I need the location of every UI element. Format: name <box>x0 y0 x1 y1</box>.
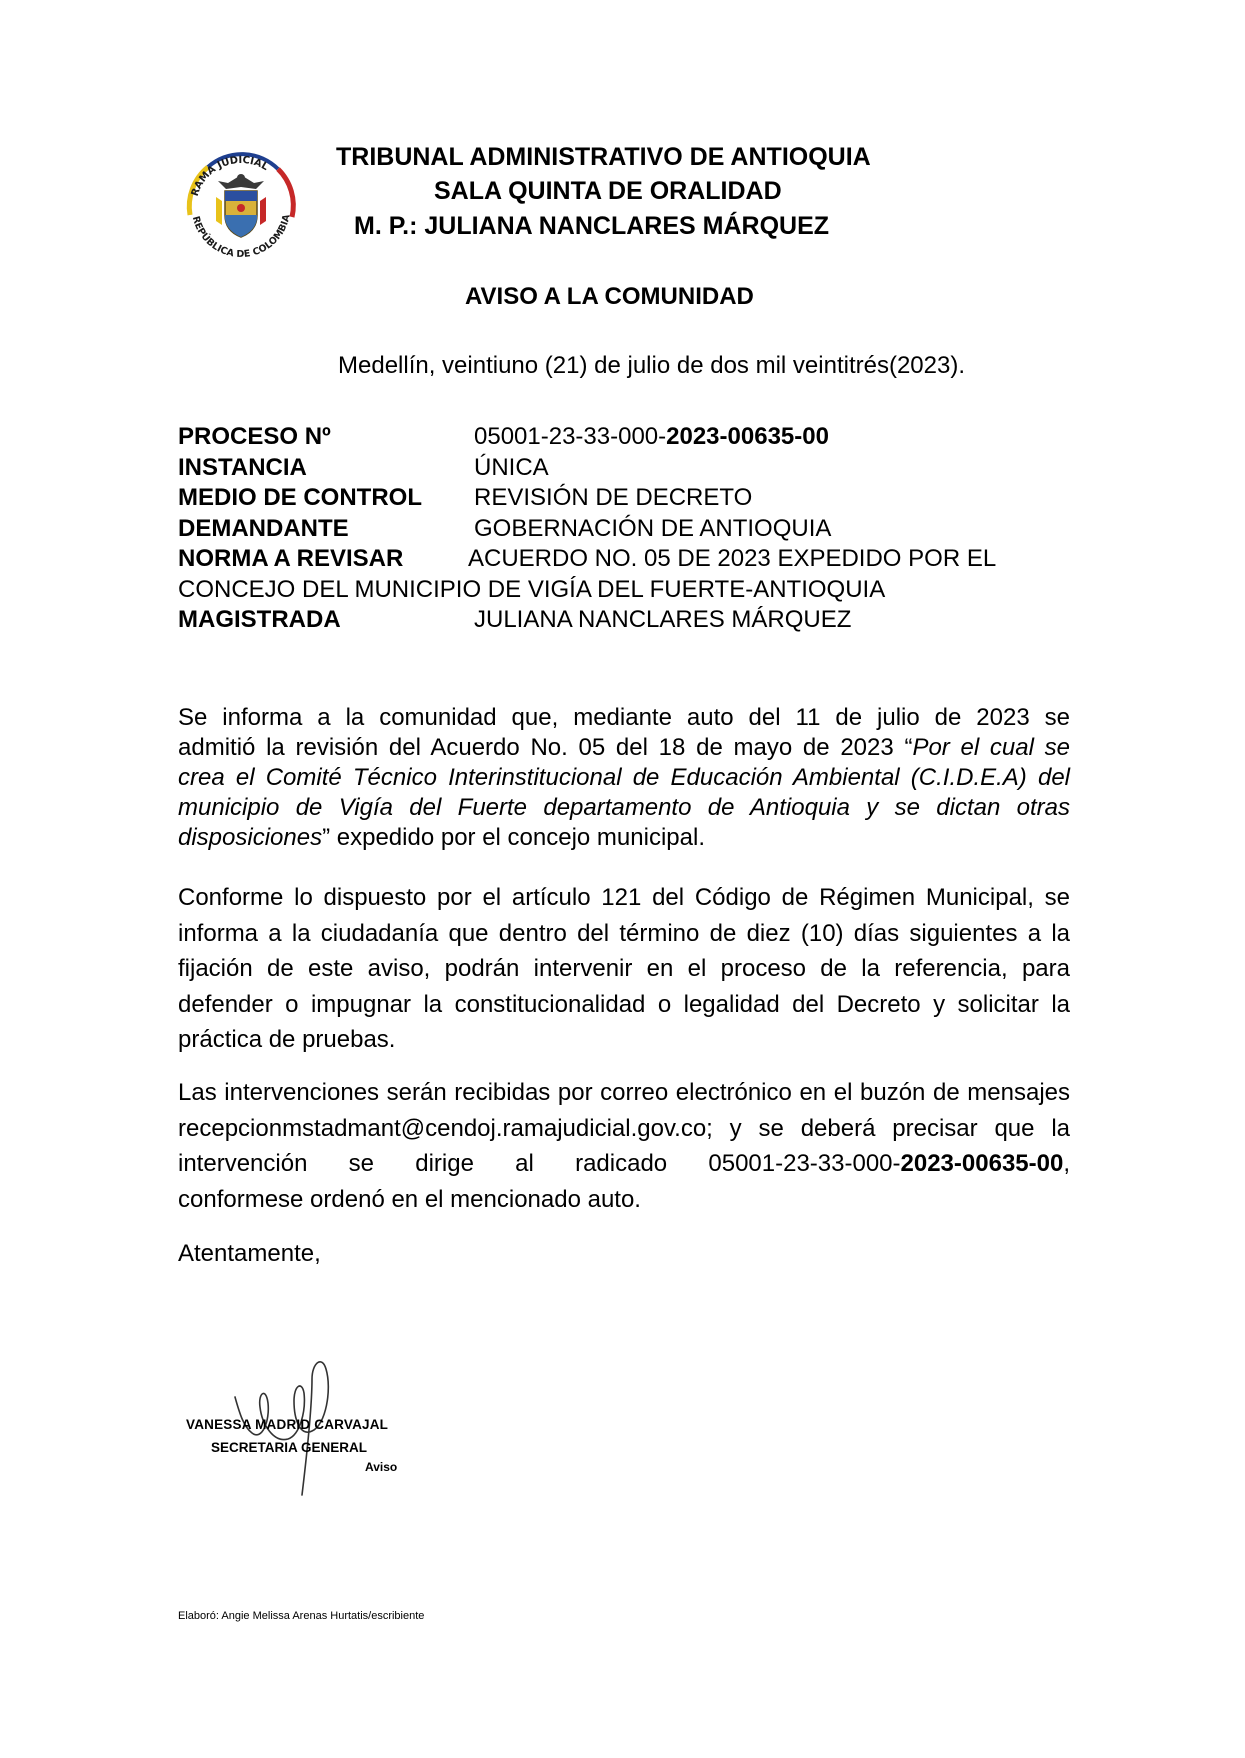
date-line: Medellín, veintiuno (21) de julio de dos mil veintitrés(2023). <box>338 352 965 379</box>
signatory-name: VANESSA MADRID CARVAJAL <box>186 1417 389 1432</box>
paragraph-line: informa a la ciudadanía que dentro del término de diez (10) días siguientes a la <box>178 919 1070 947</box>
case-row-norma <box>178 544 997 575</box>
notice-title: AVISO A LA COMUNIDAD <box>465 283 754 310</box>
email-line: recepcionmstadmant@cendoj.ramajudicial.gov.co; y se deberá precisar que la <box>178 1114 1070 1142</box>
paragraph-line: práctica de pruebas. <box>178 1026 396 1053</box>
case-row-medio <box>178 483 885 514</box>
paragraph-line: intervención se dirige al radicado 05001-23-33-000-2023-00635-00, <box>178 1150 1070 1177</box>
paragraph-intervention-term <box>178 880 1070 1058</box>
paragraph-admission <box>178 704 1070 854</box>
case-value: JULIANA NANCLARES MÁRQUEZ <box>474 606 852 633</box>
case-label: PROCESO Nº <box>178 423 331 450</box>
case-value: 05001-23-33-000-2023-00635-00 <box>474 423 829 450</box>
case-value: GOBERNACIÓN DE ANTIOQUIA <box>474 514 832 542</box>
paragraph-line: fijación de este aviso, podrán intervenir en el proceso de la referencia, para <box>178 955 1070 982</box>
case-row-instancia <box>178 453 885 484</box>
case-number-bold: 2023-00635-00 <box>900 1150 1064 1177</box>
case-value-continuation: CONCEJO DEL MUNICIPIO DE VIGÍA DEL FUERTE-ANTIOQUIA <box>178 575 886 603</box>
signature-note: Aviso <box>365 1460 398 1474</box>
closing: Atentamente, <box>178 1240 321 1267</box>
signatory-role: SECRETARIA GENERAL <box>211 1440 368 1455</box>
case-info <box>178 422 997 636</box>
case-label: INSTANCIA <box>178 453 307 481</box>
paragraph-line: Las intervenciones serán recibidas por correo electrónico en el buzón de mensajes <box>178 1079 1070 1106</box>
prepared-by-footer: Elaboró: Angie Melissa Arenas Hurtatis/escribiente <box>178 1610 425 1622</box>
paragraph-line: crea el Comité Técnico Interinstitucional de Educación Ambiental (C.I.D.E.A) del <box>178 764 1070 791</box>
case-row-magistrada <box>178 605 885 636</box>
court-room: SALA QUINTA DE ORALIDAD <box>434 177 782 205</box>
paragraph-line: defender o impugnar la constitucionalidad o legalidad del Decreto y solicitar la <box>178 990 1070 1018</box>
paragraph-line: disposiciones” expedido por el concejo municipal. <box>178 824 705 851</box>
seal-text-top: RAMA JUDICIAL <box>189 154 270 198</box>
case-label: NORMA A REVISAR <box>178 545 404 572</box>
case-value: ACUERDO NO. 05 DE 2023 EXPEDIDO POR EL <box>468 545 997 572</box>
case-label: DEMANDANTE <box>178 514 349 542</box>
rama-judicial-seal-icon <box>178 145 304 271</box>
case-row-demandante <box>178 514 885 545</box>
paragraph-line: Conforme lo dispuesto por el artículo 121 del Código de Régimen Municipal, se <box>178 884 1070 911</box>
case-value: REVISIÓN DE DECRETO <box>474 484 753 511</box>
presiding-magistrate: M. P.: JULIANA NANCLARES MÁRQUEZ <box>354 212 830 240</box>
case-label: MEDIO DE CONTROL <box>178 484 422 511</box>
seal-text-bottom: REPÚBLICA DE COLOMBIA <box>189 213 293 261</box>
case-label: MAGISTRADA <box>178 606 341 633</box>
case-value: ÚNICA <box>474 453 549 481</box>
paragraph-line: conformese ordenó en el mencionado auto. <box>178 1185 641 1213</box>
paragraph-line: municipio de Vigía del Fuerte departamento de Antioquia y se dictan otras <box>178 794 1070 821</box>
paragraph-line: Se informa a la comunidad que, mediante auto del 11 de julio de 2023 se <box>178 704 1070 731</box>
court-name: TRIBUNAL ADMINISTRATIVO DE ANTIOQUIA <box>336 143 871 171</box>
paragraph-line: admitió la revisión del Acuerdo No. 05 del 18 de mayo de 2023 “Por el cual se <box>178 734 1071 761</box>
case-number-bold: 2023-00635-00 <box>666 423 829 450</box>
case-row-proceso <box>178 422 885 453</box>
paragraph-submission <box>178 1075 1070 1217</box>
